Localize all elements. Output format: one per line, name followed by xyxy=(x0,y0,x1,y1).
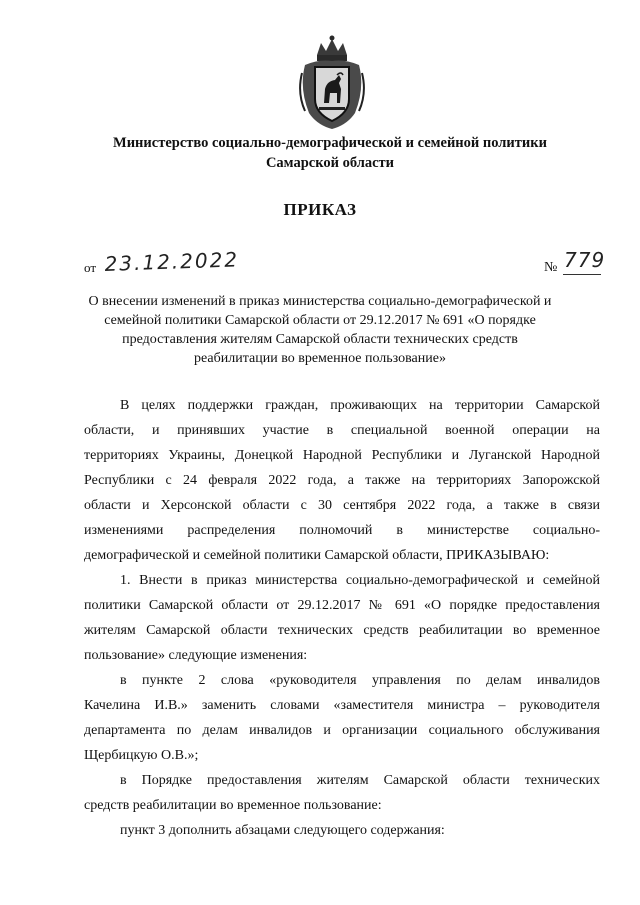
body-line: пользование» следующие изменения: xyxy=(84,648,308,663)
subject-line: семейной политики Самарской области от 29.12.2017 № 691 «О порядке xyxy=(104,313,536,328)
body-line: Качелина И.В.» заменить словами «заместителя министра – руководителя xyxy=(84,698,600,713)
body-line: жителям Самарской области технических средств реабилитации во временное xyxy=(84,623,600,638)
ministry-header xyxy=(60,133,600,173)
subject-line: предоставления жителям Самарской области технических средств xyxy=(122,332,518,347)
subject-line: О внесении изменений в приказ министерства социально-демографической и xyxy=(88,294,552,309)
document-subject xyxy=(80,292,560,368)
body-line: в Порядке предоставления жителям Самарской области технических xyxy=(120,773,600,788)
body-line: области и Херсонской области с 30 сентября 2022 года, а также в связи xyxy=(84,498,600,513)
date-prefix: от xyxy=(84,260,97,275)
ministry-name-line-2: Самарской области xyxy=(265,155,395,171)
body-line: политики Самарской области от 29.12.2017 № 691 «О порядке предоставления xyxy=(84,598,600,613)
samara-coat-of-arms-icon xyxy=(297,33,367,131)
date-handwritten: 23.12.2022 xyxy=(104,247,240,276)
number-prefix: № xyxy=(544,260,558,275)
document-type-title: ПРИКАЗ xyxy=(283,200,357,219)
body-line: В целях поддержки граждан, проживающих на территории Самарской xyxy=(120,398,600,413)
body-line: изменениями распределения полномочий в министерстве социально- xyxy=(84,523,600,538)
body-line: демографической и семейной политики Самарской области, ПРИКАЗЫВАЮ: xyxy=(84,548,550,563)
body-line: департамента по делам инвалидов и организации социального обслуживания xyxy=(84,723,600,738)
body-line: Республики с 24 февраля 2022 года, а также на территориях Запорожской xyxy=(84,473,600,488)
ministry-name-line-1: Министерство социально-демографической и семейной политики xyxy=(113,135,547,151)
body-line: Щербицкую О.В.»; xyxy=(84,748,199,763)
subject-line: реабилитации во временное пользование» xyxy=(194,351,446,366)
body-line: области, и принявших участие в специальной военной операции на xyxy=(84,423,600,438)
body-line: пункт 3 дополнить абзацами следующего содержания: xyxy=(120,823,445,838)
body-line: территориях Украины, Донецкой Народной Республики и Луганской Народной xyxy=(84,448,600,463)
date-number-row xyxy=(84,247,606,282)
body-line: средств реабилитации во временное пользование: xyxy=(84,798,382,813)
body-line: в пункте 2 слова «руководителя управления по делам инвалидов xyxy=(120,673,600,688)
body-line: 1. Внести в приказ министерства социально-демографической и семейной xyxy=(120,573,600,588)
number-handwritten: 779 xyxy=(564,248,606,272)
number-underline xyxy=(563,274,601,275)
